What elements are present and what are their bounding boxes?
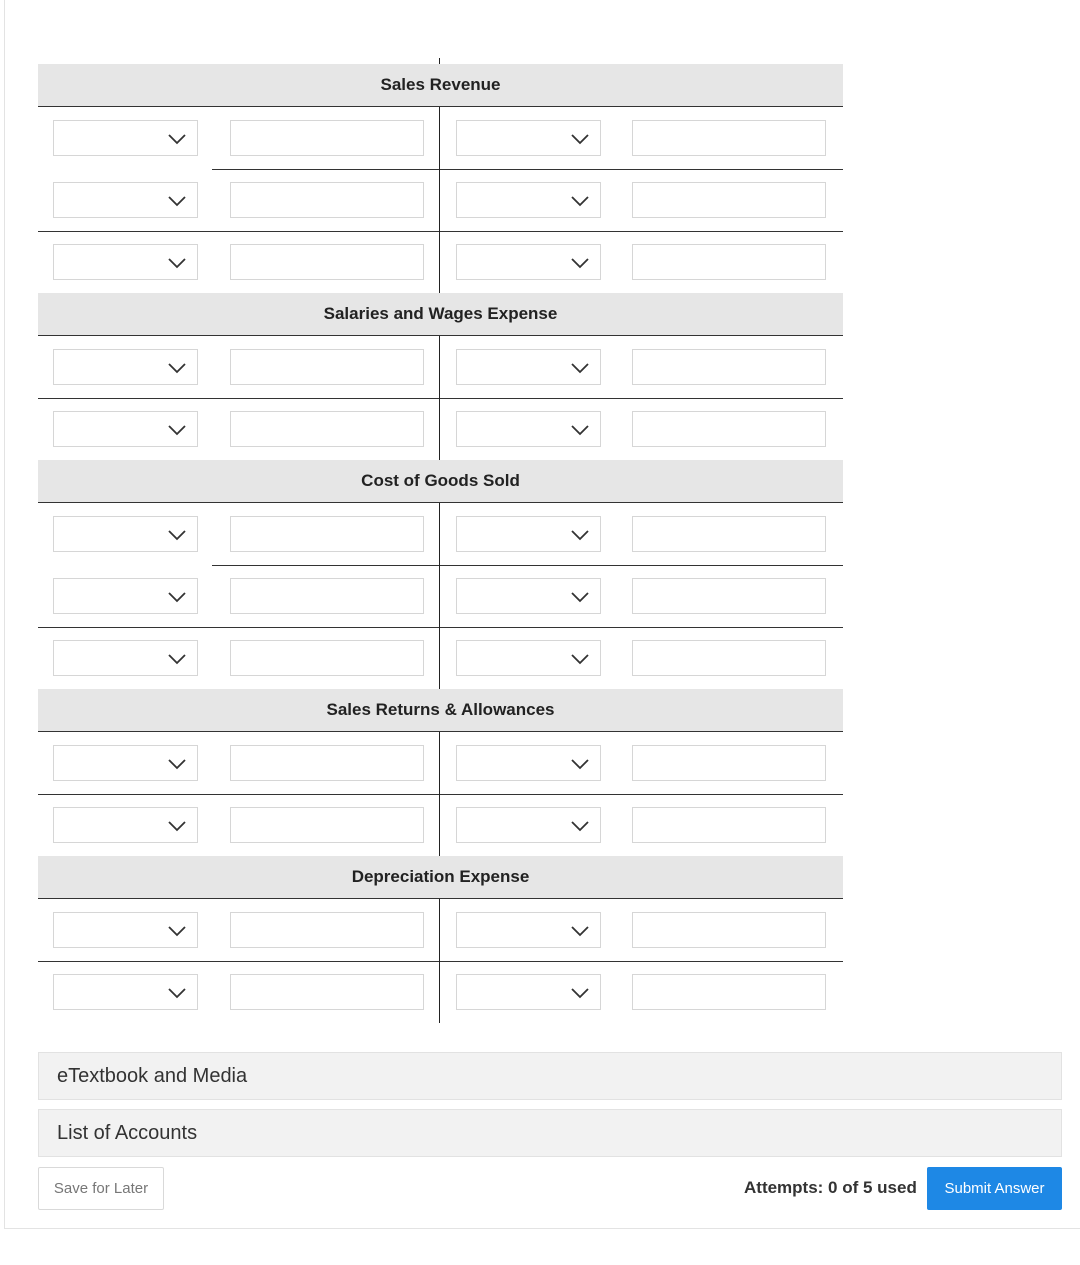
balance-line [38, 627, 843, 628]
chevron-down-icon [167, 525, 187, 545]
debit-amount-input[interactable] [230, 807, 424, 843]
credit-amount-input[interactable] [632, 516, 826, 552]
debit-account-select[interactable] [53, 182, 198, 218]
etextbook-media-label: eTextbook and Media [57, 1064, 248, 1087]
chevron-down-icon [570, 129, 590, 149]
debit-amount-input[interactable] [230, 745, 424, 781]
credit-amount-input[interactable] [632, 640, 826, 676]
chevron-down-icon [167, 816, 187, 836]
account-header: Cost of Goods Sold [38, 460, 843, 503]
credit-account-select[interactable] [456, 516, 601, 552]
save-for-later-button[interactable] [38, 1167, 164, 1210]
credit-amount-input[interactable] [632, 912, 826, 948]
t-account-center-line [439, 732, 440, 856]
chevron-down-icon [167, 358, 187, 378]
debit-amount-input[interactable] [230, 182, 424, 218]
credit-amount-input[interactable] [632, 349, 826, 385]
balance-line [38, 961, 843, 962]
chevron-down-icon [570, 253, 590, 273]
t-account-center-line [439, 107, 440, 293]
save-for-later-label: Save for Later [53, 1180, 149, 1197]
attempts-counter: Attempts: 0 of 5 used [744, 1178, 917, 1197]
credit-account-select[interactable] [456, 640, 601, 676]
balance-line [38, 231, 843, 232]
chevron-down-icon [570, 754, 590, 774]
list-of-accounts-label: List of Accounts [57, 1121, 198, 1144]
account-header: Salaries and Wages Expense [38, 293, 843, 336]
balance-line [38, 398, 843, 399]
account-header: Sales Returns & Allowances [38, 689, 843, 732]
chevron-down-icon [167, 649, 187, 669]
credit-account-select[interactable] [456, 974, 601, 1010]
debit-amount-input[interactable] [230, 516, 424, 552]
debit-amount-input[interactable] [230, 120, 424, 156]
debit-account-select[interactable] [53, 974, 198, 1010]
debit-account-select[interactable] [53, 244, 198, 280]
account-header: Depreciation Expense [38, 856, 843, 899]
t-account-center-line [439, 899, 440, 1023]
chevron-down-icon [570, 525, 590, 545]
debit-amount-input[interactable] [230, 244, 424, 280]
credit-amount-input[interactable] [632, 807, 826, 843]
chevron-down-icon [167, 587, 187, 607]
debit-account-select[interactable] [53, 411, 198, 447]
debit-amount-input[interactable] [230, 640, 424, 676]
credit-account-select[interactable] [456, 182, 601, 218]
chevron-down-icon [570, 587, 590, 607]
chevron-down-icon [167, 253, 187, 273]
credit-account-select[interactable] [456, 578, 601, 614]
debit-account-select[interactable] [53, 807, 198, 843]
chevron-down-icon [167, 191, 187, 211]
debit-amount-input[interactable] [230, 349, 424, 385]
row-divider [212, 565, 843, 566]
debit-account-select[interactable] [53, 912, 198, 948]
submit-answer-button[interactable] [927, 1167, 1062, 1210]
chevron-down-icon [167, 921, 187, 941]
credit-account-select[interactable] [456, 807, 601, 843]
debit-account-select[interactable] [53, 349, 198, 385]
credit-account-select[interactable] [456, 120, 601, 156]
credit-amount-input[interactable] [632, 244, 826, 280]
credit-account-select[interactable] [456, 411, 601, 447]
account-header: Sales Revenue [38, 64, 843, 107]
t-account-center-line [439, 336, 440, 460]
chevron-down-icon [167, 420, 187, 440]
chevron-down-icon [570, 649, 590, 669]
credit-amount-input[interactable] [632, 745, 826, 781]
credit-amount-input[interactable] [632, 578, 826, 614]
debit-amount-input[interactable] [230, 912, 424, 948]
debit-amount-input[interactable] [230, 411, 424, 447]
credit-amount-input[interactable] [632, 120, 826, 156]
chevron-down-icon [167, 129, 187, 149]
debit-amount-input[interactable] [230, 578, 424, 614]
chevron-down-icon [167, 754, 187, 774]
debit-account-select[interactable] [53, 578, 198, 614]
chevron-down-icon [570, 921, 590, 941]
chevron-down-icon [570, 816, 590, 836]
chevron-down-icon [167, 983, 187, 1003]
t-account-center-line [439, 503, 440, 689]
credit-amount-input[interactable] [632, 182, 826, 218]
credit-account-select[interactable] [456, 912, 601, 948]
chevron-down-icon [570, 358, 590, 378]
row-divider [212, 169, 843, 170]
chevron-down-icon [570, 983, 590, 1003]
debit-account-select[interactable] [53, 640, 198, 676]
chevron-down-icon [570, 191, 590, 211]
credit-amount-input[interactable] [632, 974, 826, 1010]
credit-account-select[interactable] [456, 745, 601, 781]
list-of-accounts-panel[interactable] [38, 1109, 1062, 1157]
balance-line [38, 794, 843, 795]
credit-amount-input[interactable] [632, 411, 826, 447]
debit-amount-input[interactable] [230, 974, 424, 1010]
submit-answer-label: Submit Answer [944, 1180, 1045, 1197]
chevron-down-icon [570, 420, 590, 440]
etextbook-media-panel[interactable] [38, 1052, 1062, 1100]
credit-account-select[interactable] [456, 349, 601, 385]
debit-account-select[interactable] [53, 745, 198, 781]
debit-account-select[interactable] [53, 120, 198, 156]
credit-account-select[interactable] [456, 244, 601, 280]
debit-account-select[interactable] [53, 516, 198, 552]
